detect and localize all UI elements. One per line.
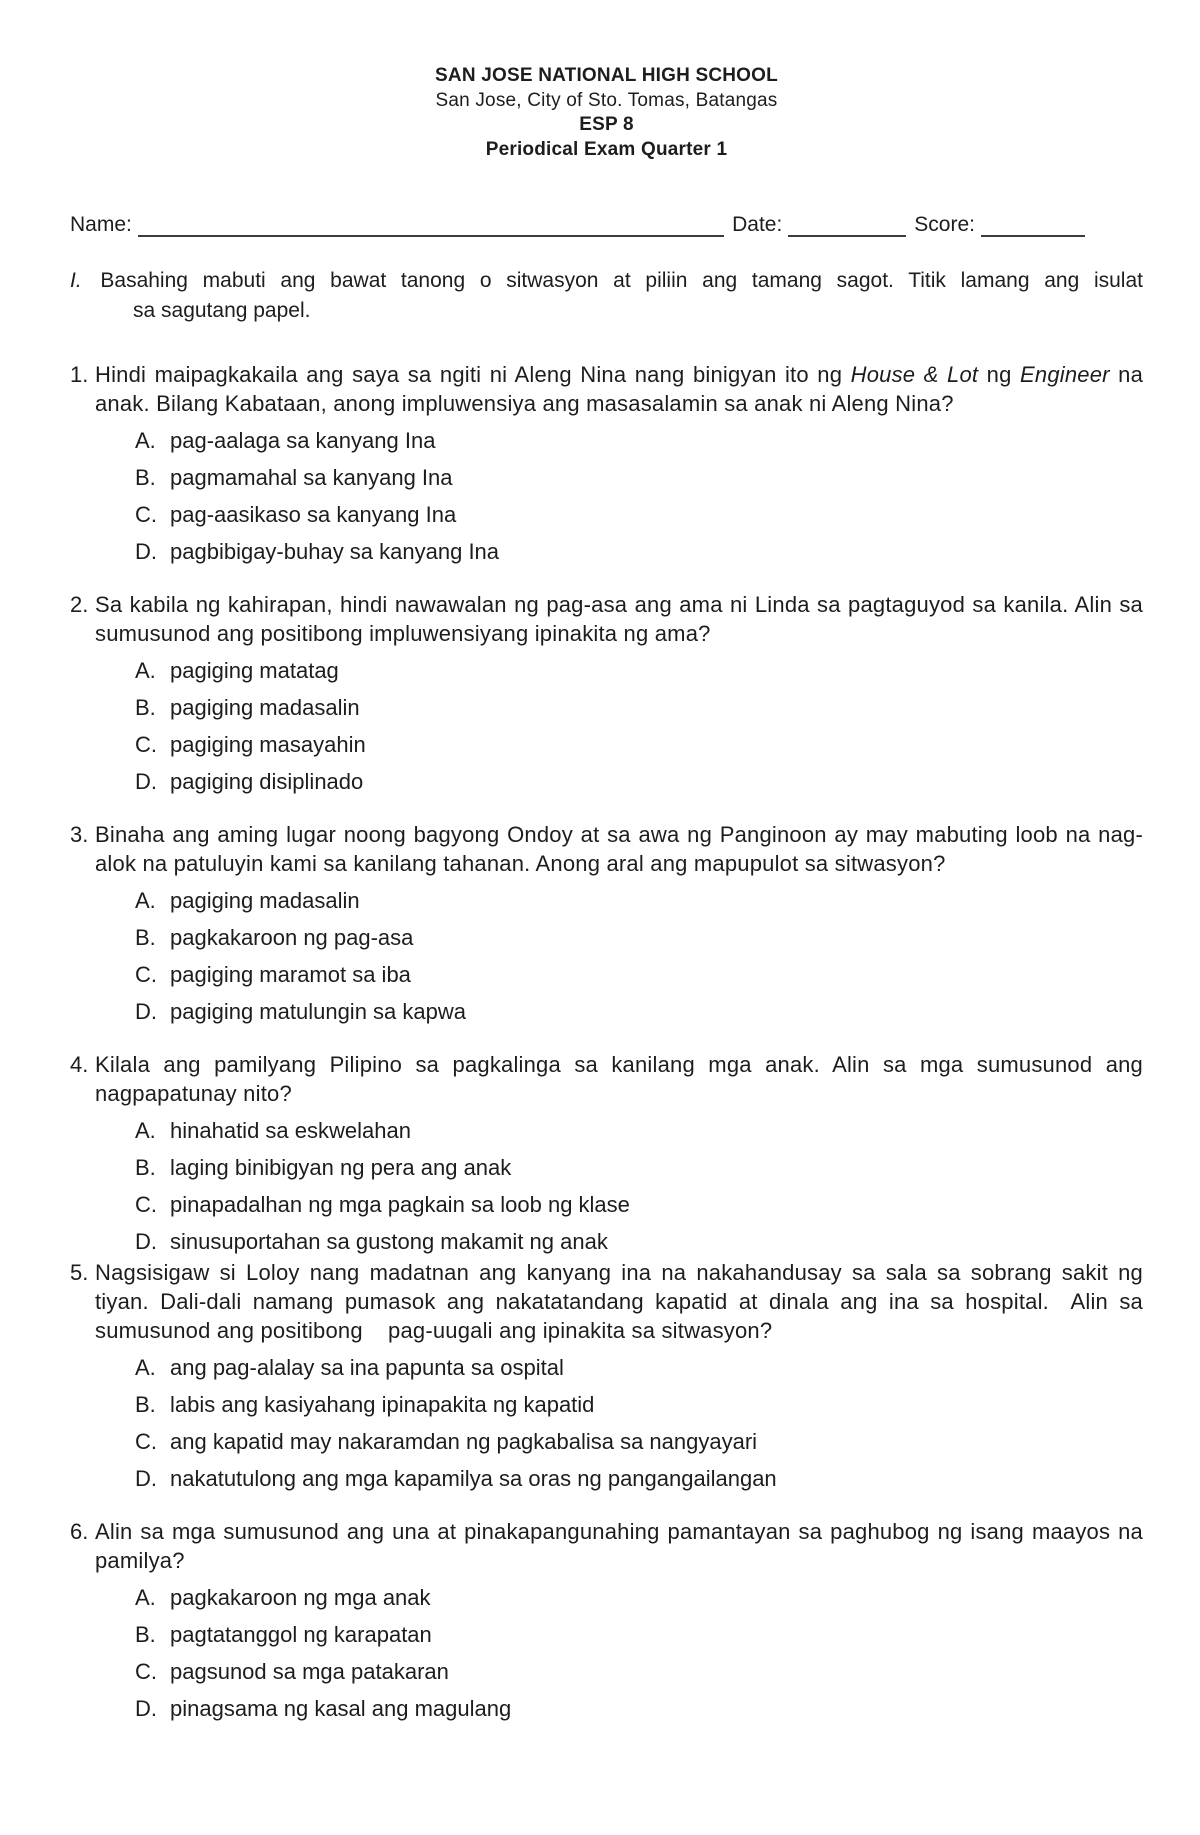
option-row — [95, 886, 1143, 915]
school-address: San Jose, City of Sto. Tomas, Batangas — [435, 89, 778, 111]
name-label: Name: — [70, 213, 132, 236]
option-text: pagkakaroon ng pag-asa — [170, 925, 414, 950]
question-block — [70, 590, 1143, 796]
option-letter: C. — [135, 502, 157, 527]
direction-line-2: sa sagutang papel. — [133, 299, 311, 322]
option-letter: C. — [135, 732, 157, 757]
question-body — [95, 820, 1143, 1026]
option-text: pagiging madasalin — [170, 695, 360, 720]
direction-text: Basahing mabuti ang bawat tanong o sitwasyon at piliin ang tamang sagot. Titik lamang ang isulat — [100, 269, 1143, 292]
option-row — [95, 730, 1143, 759]
question-text — [95, 1050, 1143, 1108]
option-text: pinagsama ng kasal ang magulang — [170, 1696, 512, 1721]
question-text — [95, 360, 1143, 418]
option-row — [95, 923, 1143, 952]
option-letter: B. — [135, 465, 156, 490]
option-list — [95, 1353, 1143, 1493]
option-row — [95, 500, 1143, 529]
document-header — [70, 0, 1143, 162]
question-text-italic-segment: Engineer — [1020, 362, 1110, 387]
option-text: pag-aasikaso sa kanyang Ina — [170, 502, 457, 527]
option-letter: A. — [135, 888, 156, 913]
option-text: pagsunod sa mga patakaran — [170, 1659, 449, 1684]
question-text — [95, 1258, 1143, 1345]
option-row — [95, 1116, 1143, 1145]
option-row — [95, 1353, 1143, 1382]
question-text-segment: Kilala ang pamilyang Pilipino sa pagkalinga sa kanilang mga anak. Alin sa mga sumusunod ang nagpapatunay nito? — [95, 1052, 1143, 1106]
option-row — [95, 1427, 1143, 1456]
option-letter: C. — [135, 1659, 157, 1684]
score-blank-line — [981, 215, 1085, 237]
question-text — [95, 1517, 1143, 1575]
question-text-segment: Binaha ang aming lugar noong bagyong Ondoy at sa awa ng Panginoon ay may mabuting loob na nag-alok na patuluyin kami sa kanilang tahanan. Anong aral ang mapupulot sa sitwasyon? — [95, 822, 1143, 876]
option-text: pagkakaroon ng mga anak — [170, 1585, 431, 1610]
question-text-italic-segment: House & Lot — [850, 362, 979, 387]
option-row — [95, 1694, 1143, 1723]
date-blank-line — [788, 215, 906, 237]
option-text: labis ang kasiyahang ipinapakita ng kapatid — [170, 1392, 595, 1417]
option-list — [95, 886, 1143, 1026]
option-text: pagiging disiplinado — [170, 769, 364, 794]
option-text: ang pag-alalay sa ina papunta sa ospital — [170, 1355, 564, 1380]
option-text: pagiging matatag — [170, 658, 339, 683]
option-row — [95, 1620, 1143, 1649]
exam-title: Periodical Exam Quarter 1 — [485, 138, 728, 160]
question-block — [70, 360, 1143, 566]
option-letter: B. — [135, 695, 156, 720]
question-block — [70, 1517, 1143, 1723]
option-text: pag-aalaga sa kanyang Ina — [170, 428, 436, 453]
option-letter: B. — [135, 925, 156, 950]
question-body — [95, 1517, 1143, 1723]
option-letter: C. — [135, 962, 157, 987]
option-letter: D. — [135, 539, 157, 564]
option-row — [95, 1657, 1143, 1686]
option-text: pagbibigay-buhay sa kanyang Ina — [170, 539, 500, 564]
subject-title: ESP 8 — [579, 114, 634, 135]
question-text-segment: na anak. Bilang Kabataan, anong impluwensiya ang masasalamin sa anak ni Aleng Nina? — [95, 362, 1144, 416]
name-date-score-row — [70, 212, 1143, 238]
question-text-segment: Nagsisigaw si Loloy nang madatnan ang kanyang ina na nakahandusay sa sala sa sobrang sakit ng tiyan. Dali-dali namang pumasok ang nakatatandang kapatid at dinala ang ina sa hospital. Alin sa sumusunod ang positibong pag-uugali ang ipinakita sa sitwasyon? — [95, 1260, 1143, 1343]
question-body — [95, 360, 1143, 566]
option-letter: A. — [135, 1585, 156, 1610]
question-block — [70, 1050, 1143, 1256]
question-body — [95, 1050, 1143, 1256]
option-letter: B. — [135, 1622, 156, 1647]
question-number: 1. — [70, 362, 89, 387]
option-text: ang kapatid may nakaramdan ng pagkabalisa sa nangyayari — [170, 1429, 758, 1454]
option-letter: A. — [135, 428, 156, 453]
question-number: 3. — [70, 822, 89, 847]
option-row — [95, 463, 1143, 492]
option-letter: D. — [135, 769, 157, 794]
option-row — [95, 997, 1143, 1026]
option-letter: A. — [135, 1355, 156, 1380]
option-letter: D. — [135, 1696, 157, 1721]
option-text: pagiging masayahin — [170, 732, 366, 757]
option-text: pagiging maramot sa iba — [170, 962, 411, 987]
option-letter: B. — [135, 1392, 156, 1417]
option-list — [95, 1116, 1143, 1256]
option-text: nakatutulong ang mga kapamilya sa oras ng pangangailangan — [170, 1466, 777, 1491]
option-text: pagmamahal sa kanyang Ina — [170, 465, 453, 490]
option-text: laging binibigyan ng pera ang anak — [170, 1155, 512, 1180]
option-row — [95, 656, 1143, 685]
direction-numeral: I. — [70, 269, 82, 292]
question-text-segment: Hindi maipagkakaila ang saya sa ngiti ni Aleng Nina nang binigyan ito ng — [95, 362, 851, 387]
question-number: 6. — [70, 1519, 89, 1544]
option-text: pagiging madasalin — [170, 888, 360, 913]
option-text: pagiging matulungin sa kapwa — [170, 999, 466, 1024]
option-row — [95, 537, 1143, 566]
option-letter: D. — [135, 1229, 157, 1254]
option-list — [95, 656, 1143, 796]
option-row — [95, 1464, 1143, 1493]
option-row — [95, 960, 1143, 989]
option-list — [95, 426, 1143, 566]
name-blank-line — [138, 215, 724, 237]
option-row — [95, 767, 1143, 796]
question-text — [95, 590, 1143, 648]
question-body — [95, 1258, 1143, 1493]
option-list — [95, 1583, 1143, 1723]
question-number: 4. — [70, 1052, 89, 1077]
question-text-segment: Alin sa mga sumusunod ang una at pinakapangunahing pamantayan sa paghubog ng isang maayos na pamilya? — [95, 1519, 1143, 1573]
question-number: 5. — [70, 1260, 89, 1285]
question-body — [95, 590, 1143, 796]
question-text — [95, 820, 1143, 878]
option-row — [95, 1227, 1143, 1256]
question-block — [70, 1258, 1143, 1493]
option-letter: C. — [135, 1192, 157, 1217]
option-text: hinahatid sa eskwelahan — [170, 1118, 411, 1143]
option-row — [95, 426, 1143, 455]
option-letter: A. — [135, 1118, 156, 1143]
option-letter: D. — [135, 1466, 157, 1491]
question-list — [70, 360, 1143, 1723]
option-letter: B. — [135, 1155, 156, 1180]
option-row — [95, 1190, 1143, 1219]
question-text-segment: ng — [978, 362, 1021, 387]
option-letter: C. — [135, 1429, 157, 1454]
direction-line-1 — [70, 266, 1143, 296]
date-label: Date: — [732, 213, 783, 236]
option-row — [95, 1153, 1143, 1182]
question-number: 2. — [70, 592, 89, 617]
option-text: sinusuportahan sa gustong makamit ng anak — [170, 1229, 608, 1254]
test-direction — [70, 266, 1143, 326]
option-letter: D. — [135, 999, 157, 1024]
option-letter: A. — [135, 658, 156, 683]
option-text: pagtatanggol ng karapatan — [170, 1622, 432, 1647]
school-name: SAN JOSE NATIONAL HIGH SCHOOL — [435, 65, 778, 86]
option-row — [95, 1390, 1143, 1419]
option-row — [95, 1583, 1143, 1612]
question-block — [70, 820, 1143, 1026]
option-row — [95, 693, 1143, 722]
option-text: pinapadalhan ng mga pagkain sa loob ng klase — [170, 1192, 630, 1217]
score-label: Score: — [914, 213, 975, 236]
question-text-segment: Sa kabila ng kahirapan, hindi nawawalan ng pag-asa ang ama ni Linda sa pagtaguyod sa kanila. Alin sa sumusunod ang positibong impluwensiyang ipinakita ng ama? — [95, 592, 1143, 646]
